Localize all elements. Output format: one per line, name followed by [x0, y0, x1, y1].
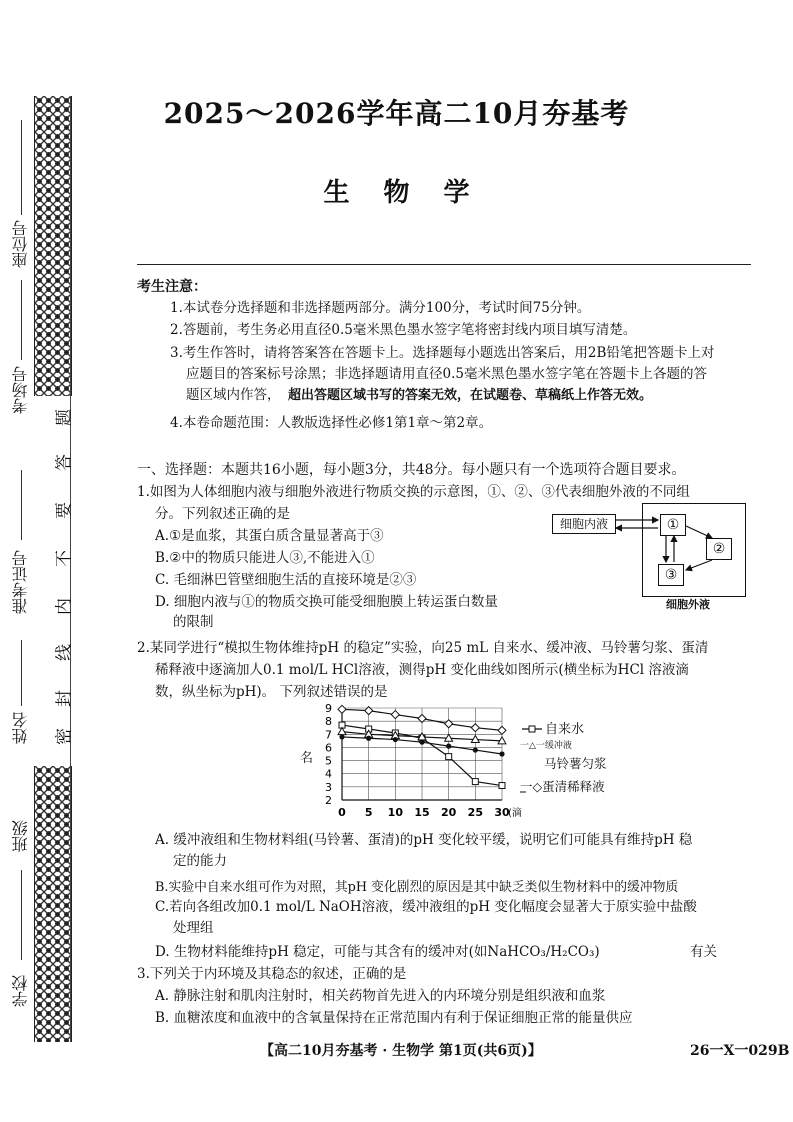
fluid-3-box: ③	[658, 564, 684, 586]
exam-title: 2025～2026学年高二10月夯基考	[163, 97, 630, 130]
q3-option-a: A. 静脉注射和肌肉注射时，相关药物首先进入的内环境分别是组织液和血浆	[155, 988, 606, 1004]
notice-heading: 考生注意：	[137, 279, 207, 295]
diagram-arrows	[540, 500, 760, 600]
q2-option-d: D. 生物材料能维持pH 稳定，可能与其含有的缓冲对(如NaHCO₃/H₂CO₃)	[155, 944, 600, 960]
q2-option-a: A. 缓冲液组和生物材料组(马铃薯、蛋清)的pH 变化较平缓，说明它们可能具有维持pH 稳	[155, 832, 693, 848]
data-point-diamond	[498, 726, 506, 734]
chart-ylabel: 名	[300, 751, 314, 766]
data-point-dot	[419, 740, 424, 745]
extracellular-label: 细胞外液	[666, 598, 710, 611]
binding-pattern-top	[34, 96, 72, 396]
y-tick-label: 5	[325, 754, 332, 768]
q1-option-c: C. 毛细淋巴管壁细胞生活的直接环境是②③	[155, 572, 417, 588]
class-line	[21, 870, 22, 960]
y-tick-label: 3	[325, 780, 332, 794]
seal-char: 封	[54, 690, 75, 707]
y-tick-label: 8	[325, 715, 332, 729]
q1-option-a: A.①是血浆，其蛋白质含量显著高于③	[155, 528, 384, 544]
y-tick-label: 9	[325, 702, 332, 715]
data-point-dot	[393, 737, 398, 742]
x-axis-label: (滴	[508, 808, 522, 819]
x-tick-label: 30	[494, 806, 510, 819]
page-footer: 【高二10月夯基考 · 生物学 第1页(共6页)】	[260, 1043, 542, 1059]
seal-char: 线	[54, 644, 75, 661]
data-point-square	[499, 783, 505, 789]
seat-label: 座位号	[11, 220, 30, 268]
notice-item: 4.本卷命题范围：人教版选择性必修1第1章～第2章。	[170, 415, 493, 431]
data-point-dot	[473, 747, 478, 752]
q2-option-c: C.若向各组改加0.1 mol/L NaOH溶液，缓冲液组的pH 变化幅度会显著大于原实验中盐酸	[155, 899, 697, 915]
x-tick-label: 0	[338, 806, 346, 819]
notice-item: 3.考生作答时，请将答案答在答题卡上。选择题每小题选出答案后，用2B铅笔把答题卡上对	[170, 345, 715, 361]
x-tick-label: 5	[364, 806, 373, 819]
q2-option-b: B.实验中自来水组可作为对照，其pH 变化剧烈的原因是其中缺乏类似生物材料中的缓冲物质	[155, 880, 679, 895]
name-label: 姓名	[11, 712, 30, 744]
data-point-square	[472, 779, 478, 785]
exam-room-label: 考场号	[11, 366, 30, 414]
ticket-label: 准考证号	[11, 550, 30, 614]
data-point-square	[446, 754, 452, 760]
x-tick-label: 10	[387, 806, 403, 819]
data-point-diamond	[391, 711, 399, 719]
data-point-dot	[339, 734, 344, 739]
seal-char: 不	[54, 550, 75, 567]
data-point-diamond	[471, 724, 479, 732]
school-label: 学校	[11, 975, 30, 1007]
q2-stem: 数，纵坐标为pH)。 下列叙述错误的是	[155, 684, 388, 700]
legend-egg: 一◇蛋清稀释液	[520, 779, 605, 794]
binding-pattern-bottom	[34, 766, 72, 1042]
seal-char: 要	[54, 502, 75, 519]
class-label: 班级	[11, 820, 30, 852]
data-point-dot	[366, 736, 371, 741]
q2-option-c: 处理组	[173, 920, 214, 936]
q1-option-b: B.②中的物质只能进人③,不能进入①	[155, 550, 375, 566]
x-tick-label: 15	[414, 806, 430, 819]
y-tick-label: 2	[325, 794, 332, 807]
data-point-triangle	[338, 728, 346, 735]
y-tick-label: 7	[325, 728, 332, 742]
section-heading: 一、选择题：本题共16小题，每小题3分，共48分。每小题只有一个选项符合题目要求。	[137, 462, 686, 478]
y-tick-label: 6	[325, 741, 332, 755]
notice-item: 应题目的答案标号涂黑；非选择题请用直径0.5毫米黑色墨水签字笔在答题卡上各题的答	[186, 366, 707, 382]
q3-option-b: B. 血糖浓度和血液中的含氧量保持在正常范围内有利于保证细胞正常的能量供应	[155, 1010, 633, 1026]
q2-stem: 2.某同学进行“模拟生物体维持pH 的稳定”实验，向25 mL 自来水、缓冲液、马铃薯匀浆、蛋清	[137, 640, 709, 656]
legend-buffer: 一△一缓冲液	[520, 741, 572, 751]
y-tick-label: 4	[325, 767, 332, 781]
x-tick-label: 25	[467, 806, 483, 819]
data-point-square	[529, 726, 535, 732]
intracellular-box: 细胞内液	[552, 514, 616, 534]
notice-item: 1.本试卷分选择题和非选择题两部分。满分100分，考试时间75分钟。	[170, 300, 591, 316]
legend-potato: 马铃薯匀浆	[544, 756, 607, 771]
subject-title: 生物学	[323, 178, 504, 208]
ticket-line	[21, 470, 22, 540]
legend-tap: 自来水	[545, 722, 585, 737]
paper-code: 26一X一029B	[690, 1043, 790, 1059]
data-point-dot	[446, 744, 451, 749]
fluid-2-box: ②	[706, 538, 732, 560]
fluid-1-box: ①	[660, 514, 686, 536]
notice-item: 题区域内作答，	[186, 387, 281, 403]
notice-item-bold: 超出答题区域书写的答案无效，在试题卷、草稿纸上作答无效。	[288, 388, 653, 403]
name-line	[21, 640, 22, 706]
q1-stem: 1.如图为人体细胞内液与细胞外液进行物质交换的示意图，①、②、③代表细胞外液的不同组	[137, 484, 690, 500]
data-point-dot	[499, 751, 504, 756]
q1-stem: 分。下列叙述正确的是	[155, 506, 290, 522]
notice-item: 2.答题前，考生务必用直径0.5毫米黑色墨水签字笔将密封线内项目填写清楚。	[170, 322, 637, 338]
q2-option-a: 定的能力	[173, 853, 227, 869]
x-tick-label: 20	[441, 806, 457, 819]
q1-option-d: 的限制	[173, 614, 214, 630]
exam-room-line	[21, 280, 22, 360]
q3-stem: 3.下列关于内环境及其稳态的叙述，正确的是	[137, 966, 407, 982]
header-rule	[137, 264, 751, 265]
seal-char: 密	[54, 728, 75, 745]
q2-option-d-end: 有关	[690, 944, 717, 960]
data-point-diamond	[338, 705, 346, 713]
seal-char: 内	[54, 598, 75, 615]
seal-char: 答	[54, 454, 75, 471]
q2-stem: 稀释液中逐滴加人0.1 mol/L HCl溶液，测得pH 变化曲线如图所示(横坐标为HCl 溶液滴	[155, 662, 689, 678]
q1-option-d: D. 细胞内液与①的物质交换可能受细胞膜上转运蛋白数量	[155, 594, 498, 610]
seal-char: 题	[54, 409, 75, 426]
